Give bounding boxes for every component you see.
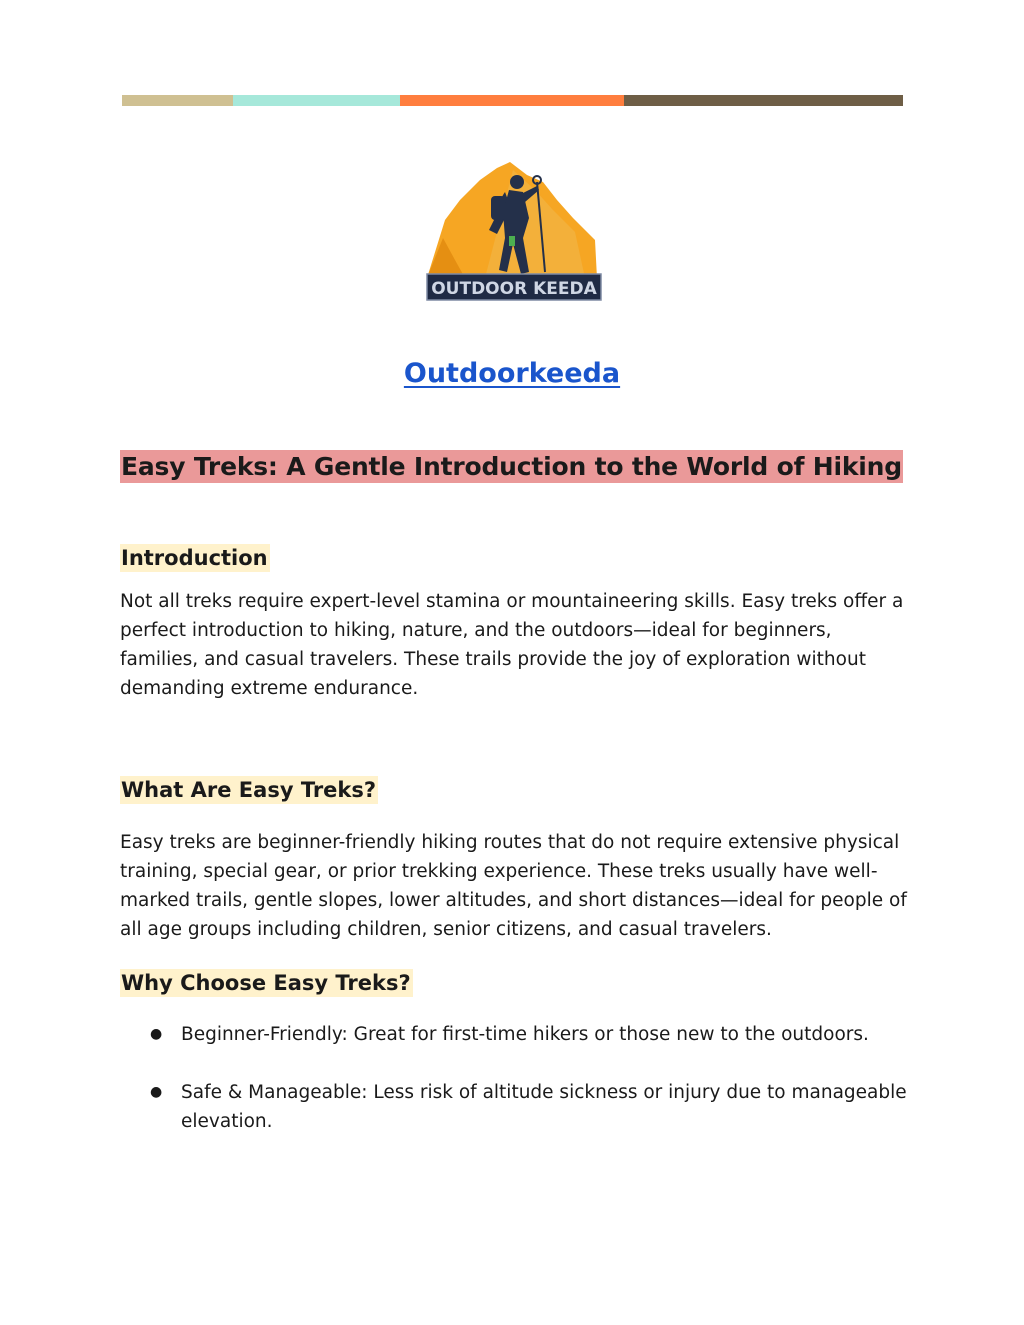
- header-color-bar: [122, 95, 903, 106]
- logo-wordmark: OUTDOOR KEEDA: [431, 279, 597, 299]
- outdoorkeeda-logo: [425, 160, 603, 302]
- why-choose-list: [150, 1020, 910, 1165]
- list-item: [150, 1078, 910, 1136]
- brand-link[interactable]: Outdoorkeeda: [403, 358, 621, 389]
- list-item-text: Beginner-Friendly: Great for first-time hikers or those new to the outdoors.: [181, 1024, 869, 1045]
- paragraph-what-are-easy-treks: Easy treks are beginner-friendly hiking routes that do not require extensive physical training, special gear, or prior trekking experience. These treks usually have well-marked trails, gentle slopes, lower altitudes, and short distances—ideal for people of all age groups including children, senior citizens, and casual travelers.: [120, 832, 907, 940]
- list-item-text: Safe & Manageable: Less risk of altitude sickness or injury due to manageable elevation.: [181, 1082, 907, 1132]
- document-title: Easy Treks: A Gentle Introduction to the World of Hiking: [121, 452, 902, 481]
- heading-what-are-easy-treks: What Are Easy Treks?: [121, 778, 377, 802]
- color-bar-segment-mint: [233, 95, 400, 106]
- list-item: [150, 1020, 910, 1049]
- color-bar-segment-orange: [400, 95, 624, 106]
- color-bar-segment-tan: [122, 95, 233, 106]
- paragraph-introduction: Not all treks require expert-level stamina or mountaineering skills. Easy treks offer a perfect introduction to hiking, nature, and the outdoors—ideal for beginners, families, and casual travelers. These trails provide the joy of exploration without demanding extreme endurance.: [120, 591, 904, 699]
- heading-why-choose-easy-treks: Why Choose Easy Treks?: [121, 971, 411, 995]
- bullet-icon: ●: [150, 1084, 163, 1100]
- bullet-icon: ●: [150, 1026, 163, 1042]
- color-bar-segment-brown: [624, 95, 903, 106]
- heading-introduction: Introduction: [121, 546, 268, 570]
